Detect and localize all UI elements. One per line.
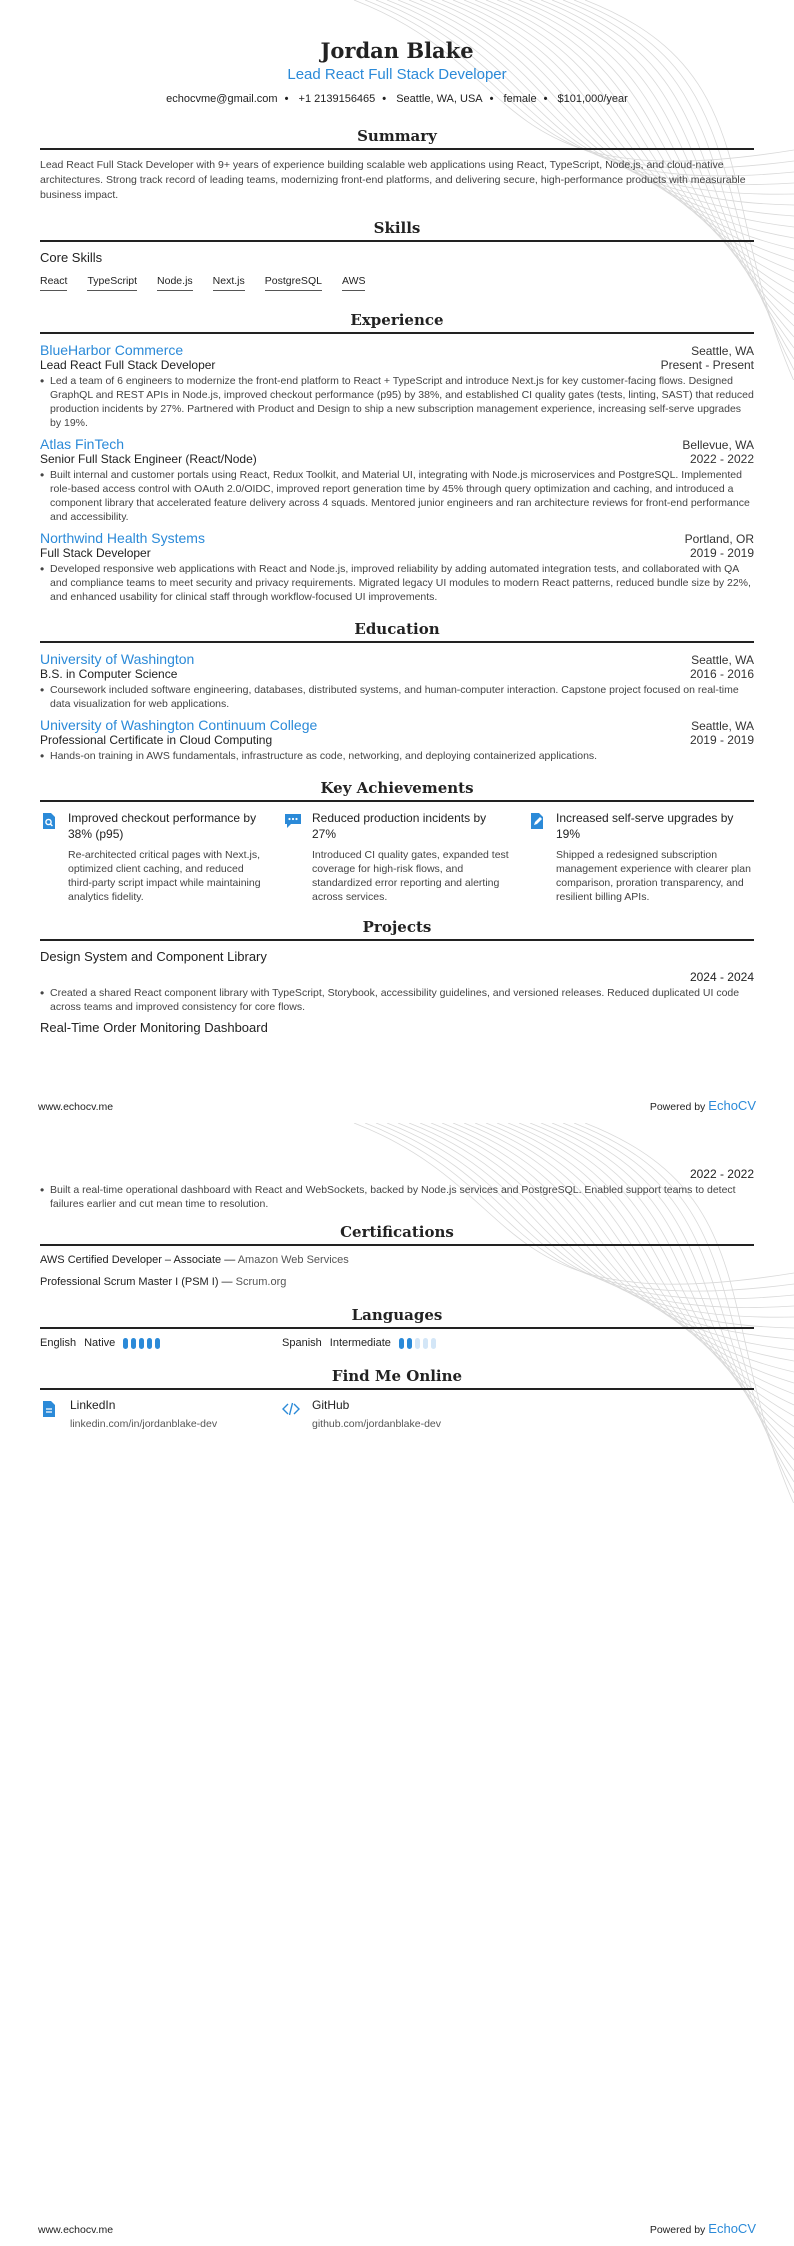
summary-heading: Summary	[40, 127, 754, 150]
language-level-dot	[131, 1338, 136, 1349]
achievement-title: Improved checkout performance by 38% (p95)	[68, 811, 257, 841]
summary-text: Lead React Full Stack Developer with 9+ years of experience building scalable web applications using React, TypeScript, Node.js, and cloud-native architectures. Strong track record of leading teams, modernizing front-end platforms, and delivering secure, high-performance products with measurable business impact.	[40, 159, 746, 201]
language-level-dot	[147, 1338, 152, 1349]
certifications-heading: Certifications	[40, 1223, 754, 1246]
online-item-github[interactable]	[282, 1398, 524, 1430]
contact-location: Seattle, WA, USA	[396, 93, 483, 105]
language-level-dot	[415, 1338, 420, 1349]
online-profiles	[40, 1398, 754, 1430]
achievement-item	[40, 810, 266, 904]
education-dates: 2019 - 2019	[689, 733, 754, 747]
certification-issuer: Scrum.org	[235, 1276, 287, 1288]
footer-powered-by: Powered by EchoCV	[649, 2221, 756, 2236]
footer-brand[interactable]: EchoCV	[708, 1098, 756, 1113]
online-url[interactable]: linkedin.com/in/jordanblake-dev	[70, 1418, 218, 1430]
code-icon	[282, 1400, 300, 1418]
degree-name: B.S. in Computer Science	[40, 667, 178, 681]
skill-item: Node.js	[157, 275, 193, 291]
footer-website[interactable]: www.echocv.me	[38, 2224, 114, 2236]
contact-salary: $101,000/year	[557, 93, 628, 105]
contact-line: echocvme@gmail.com • +1 2139156465 • Seattle, WA, USA • female • $101,000/year	[166, 93, 628, 105]
job-bullet: • Led a team of 6 engineers to modernize the front-end platform to React + TypeScript and introduce Next.js for key customer-facing flows. Designed GraphQL and REST APIs in Node.js, improved checkout performance (p95) by 38%, and established CI quality gates (tests, linting, SAST) that reduced production incidents by 27%. Partnered with Product and Design to ship a new subscription management experience, increasing self-serve upgrades by 19%.	[40, 374, 754, 429]
education-entry	[40, 717, 754, 763]
job-role: Full Stack Developer	[40, 546, 151, 560]
achievement-title: Reduced production incidents by 27%	[312, 811, 487, 841]
education-heading: Education	[40, 620, 754, 643]
skill-group-title: Core Skills	[40, 250, 103, 265]
experience-heading: Experience	[40, 311, 754, 334]
page-footer	[38, 2221, 756, 2236]
document-icon	[40, 1400, 58, 1418]
school-name: University of Washington	[40, 651, 195, 667]
project-entry	[40, 949, 754, 1014]
footer-website[interactable]: www.echocv.me	[38, 1101, 114, 1113]
language-level-dot	[155, 1338, 160, 1349]
skill-list	[40, 275, 754, 291]
online-label: LinkedIn	[70, 1398, 116, 1412]
experience-entry	[40, 436, 754, 524]
company-name: BlueHarbor Commerce	[40, 342, 184, 358]
language-level-dot	[399, 1338, 404, 1349]
company-name: Atlas FinTech	[40, 436, 125, 452]
project-name: Real-Time Order Monitoring Dashboard	[40, 1020, 268, 1035]
experience-entry	[40, 530, 754, 604]
page-footer	[38, 1098, 756, 1113]
project-name: Design System and Component Library	[40, 949, 267, 964]
job-dates: Present - Present	[660, 358, 754, 372]
achievement-description: Introduced CI quality gates, expanded test coverage for high-risk flows, and standardized error reporting and alerting across services.	[312, 849, 509, 903]
certification-item: AWS Certified Developer – Associate — Amazon Web Services	[40, 1254, 349, 1266]
achievement-item	[284, 810, 510, 904]
languages-list	[40, 1337, 754, 1349]
online-heading: Find Me Online	[40, 1367, 754, 1390]
education-bullet: • Hands-on training in AWS fundamentals, infrastructure as code, networking, and deploying containerized applications.	[40, 749, 598, 763]
achievements-heading: Key Achievements	[40, 779, 754, 802]
achievements-list	[40, 810, 754, 904]
contact-email[interactable]: echocvme@gmail.com	[166, 93, 278, 105]
language-name: Spanish	[282, 1337, 322, 1349]
school-location: Seattle, WA	[691, 719, 754, 733]
language-level-dot	[139, 1338, 144, 1349]
job-location: Bellevue, WA	[682, 438, 754, 452]
language-level-dot	[431, 1338, 436, 1349]
language-level-dots	[399, 1338, 436, 1349]
certification-issuer: Amazon Web Services	[237, 1254, 349, 1266]
school-location: Seattle, WA	[691, 653, 754, 667]
achievement-description: Re-architected critical pages with Next.js, optimized client caching, and reduced third-party script impact while maintaining analytics fidelity.	[68, 849, 261, 903]
job-location: Seattle, WA	[691, 344, 754, 358]
footer-brand[interactable]: EchoCV	[708, 2221, 756, 2236]
resume-page-2	[0, 1123, 794, 2246]
skills-heading: Skills	[40, 219, 754, 242]
online-url[interactable]: github.com/jordanblake-dev	[312, 1418, 441, 1430]
job-location: Portland, OR	[684, 532, 754, 546]
language-level-dots	[123, 1338, 160, 1349]
education-bullet: • Coursework included software engineering, databases, distributed systems, and human-computer interaction. Capstone project focused on real-time data visualization for web applications.	[40, 683, 739, 710]
footer-powered-by: Powered by EchoCV	[649, 1098, 756, 1113]
language-level-dot	[407, 1338, 412, 1349]
skill-item: TypeScript	[87, 275, 137, 291]
achievement-title: Increased self-serve upgrades by 19%	[556, 811, 734, 841]
language-level: Intermediate	[329, 1337, 391, 1349]
project-dates: 2024 - 2024	[689, 970, 754, 984]
job-bullet: • Developed responsive web applications with React and Node.js, improved reliability by adding automated integration tests, and collaborated with QA and compliance teams to meet security and privacy requirements. Migrated legacy UI modules to modern React patterns, reduced bundle size by 22%, and enhanced usability for clinical staff through workflow-focused UI improvements.	[40, 562, 751, 603]
skill-item: PostgreSQL	[265, 275, 322, 291]
experience-entry	[40, 342, 754, 430]
skill-item: Next.js	[213, 275, 245, 291]
online-item-linkedin[interactable]	[40, 1398, 282, 1430]
education-dates: 2016 - 2016	[689, 667, 754, 681]
contact-gender: female	[503, 93, 537, 105]
language-item	[282, 1337, 524, 1349]
school-name: University of Washington Continuum College	[40, 717, 318, 733]
online-label: GitHub	[312, 1398, 350, 1412]
achievement-item	[528, 810, 754, 904]
candidate-name: Jordan Blake	[320, 38, 474, 63]
contact-phone[interactable]: +1 2139156465	[298, 93, 376, 105]
education-entry	[40, 651, 754, 711]
project-bullet: • Built a real-time operational dashboard with React and WebSockets, backed by Node.js services and PostgreSQL. Enabled support teams to detect failures earlier and cut mean time to resolution.	[40, 1183, 736, 1210]
degree-name: Professional Certificate in Cloud Computing	[40, 733, 273, 747]
achievement-description: Shipped a redesigned subscription management experience with clearer plan comparison, proration transparency, and resilient billing APIs.	[556, 849, 751, 903]
language-name: English	[40, 1337, 77, 1349]
candidate-title: Lead React Full Stack Developer	[287, 66, 507, 83]
language-item	[40, 1337, 282, 1349]
skill-item: React	[40, 275, 67, 291]
job-bullet: • Built internal and customer portals using React, Redux Toolkit, and Material UI, integrating with Node.js microservices and PostgreSQL. Implemented role-based access control with OAuth 2.0/OIDC, improved report generation time by 45% through query optimization and caching, and introduced a component library that accelerated feature delivery across 4 squads. Mentored junior engineers and ran architecture reviews for front-end performance and accessibility.	[40, 468, 750, 523]
skill-item: AWS	[342, 275, 366, 291]
language-level-dot	[423, 1338, 428, 1349]
languages-heading: Languages	[40, 1306, 754, 1329]
certification-item: Professional Scrum Master I (PSM I) — Scrum.org	[40, 1276, 287, 1288]
document-search-icon	[40, 812, 58, 830]
chat-bubble-icon	[284, 812, 302, 830]
language-level: Native	[84, 1337, 116, 1349]
project-bullet: • Created a shared React component library with TypeScript, Storybook, accessibility guidelines, and versioned releases. Reduced duplicated UI code across teams and improved consistency for core flows.	[40, 986, 740, 1013]
projects-heading: Projects	[40, 918, 754, 941]
job-dates: 2019 - 2019	[689, 546, 754, 560]
job-dates: 2022 - 2022	[689, 452, 754, 466]
project-dates: 2022 - 2022	[689, 1167, 754, 1181]
job-role: Lead React Full Stack Developer	[40, 358, 216, 372]
language-level-dot	[123, 1338, 128, 1349]
company-name: Northwind Health Systems	[40, 530, 205, 546]
edit-document-icon	[528, 812, 546, 830]
job-role: Senior Full Stack Engineer (React/Node)	[40, 452, 257, 466]
